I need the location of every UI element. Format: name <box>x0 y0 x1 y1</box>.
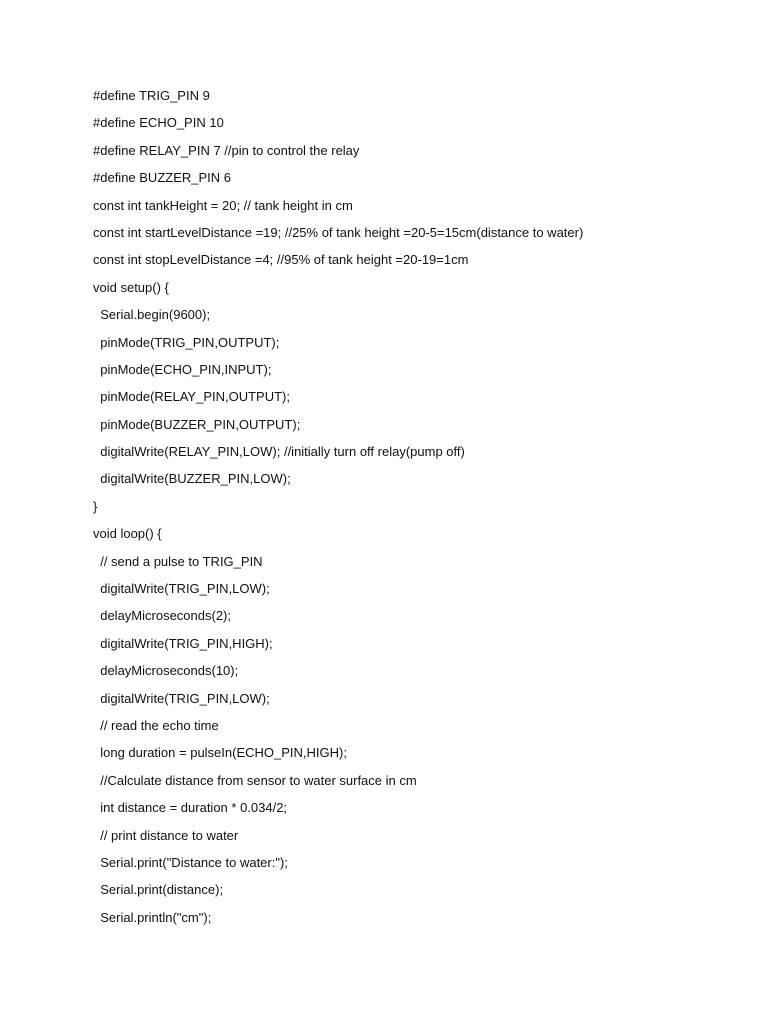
code-line: pinMode(BUZZER_PIN,OUTPUT); <box>93 416 301 432</box>
code-line: delayMicroseconds(2); <box>93 608 231 624</box>
code-line: //Calculate distance from sensor to water surface in cm <box>93 772 417 788</box>
code-line: void loop() { <box>93 526 162 542</box>
code-line: void setup() { <box>93 279 169 295</box>
code-line: Serial.print(distance); <box>93 882 224 898</box>
code-line: pinMode(TRIG_PIN,OUTPUT); <box>93 334 280 350</box>
code-line: const int tankHeight = 20; // tank height in cm <box>93 197 353 213</box>
code-line: Serial.print("Distance to water:"); <box>93 854 288 870</box>
code-line: #define ECHO_PIN 10 <box>93 115 224 131</box>
code-line: delayMicroseconds(10); <box>93 663 239 679</box>
code-listing <box>93 86 753 935</box>
code-line: long duration = pulseIn(ECHO_PIN,HIGH); <box>93 745 347 761</box>
code-line: } <box>93 498 98 514</box>
code-line: digitalWrite(TRIG_PIN,LOW); <box>93 690 270 706</box>
code-line: Serial.println("cm"); <box>93 909 212 925</box>
code-line: pinMode(ECHO_PIN,INPUT); <box>93 361 272 377</box>
code-line: #define RELAY_PIN 7 //pin to control the relay <box>93 142 360 158</box>
code-line: digitalWrite(TRIG_PIN,LOW); <box>93 581 270 597</box>
code-line: // print distance to water <box>93 827 239 843</box>
code-line: const int stopLevelDistance =4; //95% of tank height =20-19=1cm <box>93 252 469 268</box>
code-line: // send a pulse to TRIG_PIN <box>93 553 263 569</box>
code-line: #define BUZZER_PIN 6 <box>93 170 232 186</box>
code-line: digitalWrite(TRIG_PIN,HIGH); <box>93 635 273 651</box>
code-line: int distance = duration * 0.034/2; <box>93 800 288 816</box>
code-line: const int startLevelDistance =19; //25% of tank height =20-5=15cm(distance to water) <box>93 224 584 240</box>
code-line: pinMode(RELAY_PIN,OUTPUT); <box>93 389 290 405</box>
code-line: Serial.begin(9600); <box>93 307 211 323</box>
code-line: digitalWrite(BUZZER_PIN,LOW); <box>93 471 291 487</box>
code-line: #define TRIG_PIN 9 <box>93 88 210 103</box>
code-line: // read the echo time <box>93 717 219 733</box>
code-line: digitalWrite(RELAY_PIN,LOW); //initially turn off relay(pump off) <box>93 444 465 460</box>
